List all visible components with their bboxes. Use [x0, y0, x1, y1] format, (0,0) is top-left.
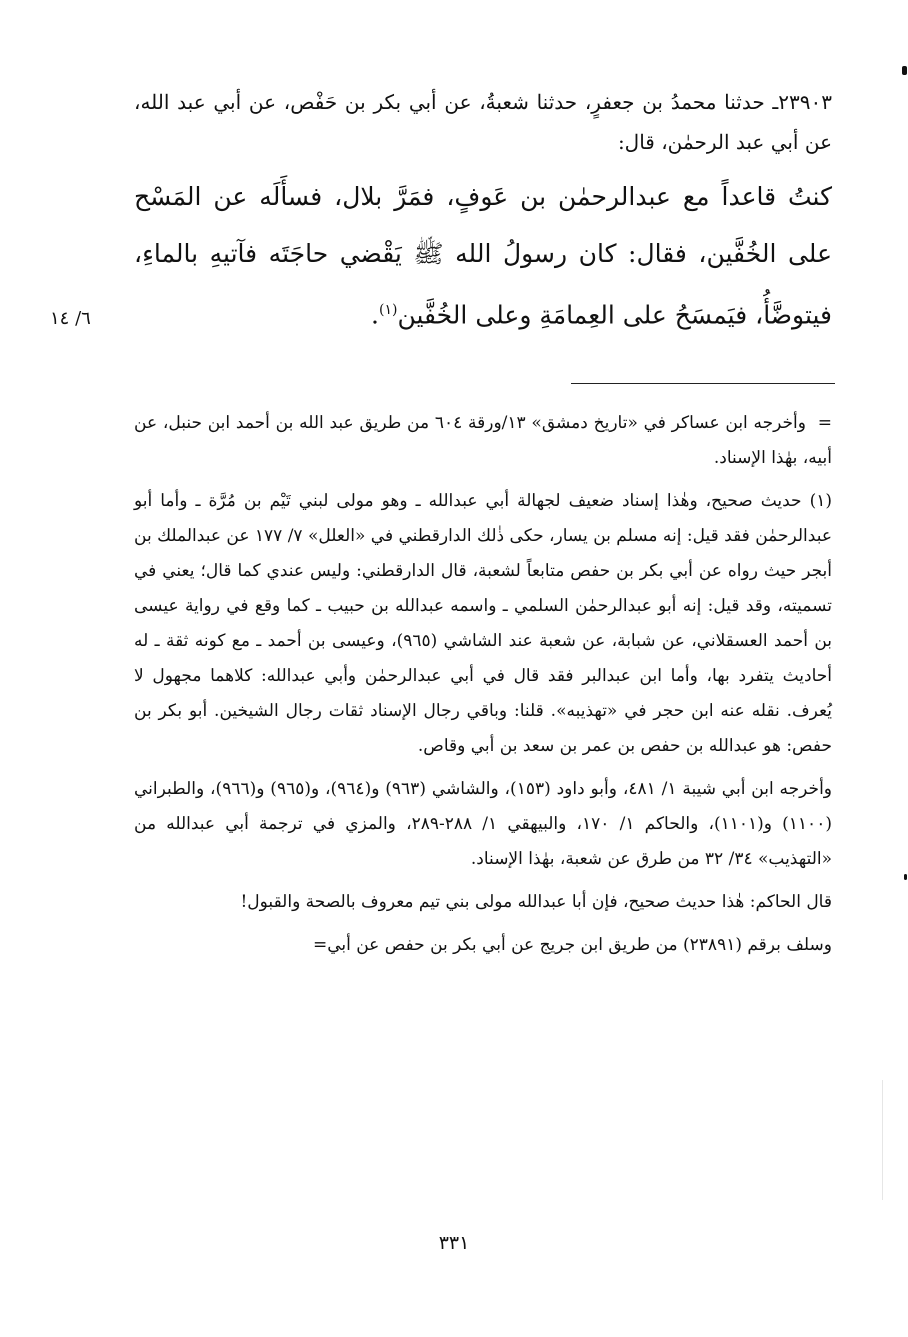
page-number: ٣٣١ [438, 1232, 470, 1254]
volume-page-reference: ٦/ ١٤ [50, 308, 91, 329]
footnote-1-cross-reference: وسلف برقم (٢٣٨٩١) من طريق ابن جريج عن أبي بكر بن حفص عن أبي= [312, 935, 832, 955]
footnotes [134, 406, 832, 971]
scan-artifact-line [882, 1080, 883, 1200]
ink-mark [902, 66, 907, 75]
footnote-1-sources: وأخرجه ابن أبي شيبة ١/ ٤٨١، وأبو داود (١٥٣)، والشاشي (٩٦٣) و(٩٦٤)، و(٩٦٥) و(٩٦٦)، والطبراني (١١٠٠) و(١١٠١)، والحاكم ١/ ١٧٠، والبيهقي ١/ ٢٨٨-٢٨٩، والمزي في ترجمة أبي عبدالله من «التهذيب» ٣٤/ ٣٢ من طرق عن شعبة، بهٰذا الإسناد. [134, 779, 832, 869]
footnote-1: (١) حديث صحيح، وهٰذا إسناد ضعيف لجهالة أبي عبدالله ـ وهو مولى لبني تَيْم بن مُرَّة ـ وأما أبو عبدالرحمٰن فقد قيل: إنه مسلم بن يسار، حكى ذٰلك الدارقطني في «العلل» ٧/ ١٧٧ عن عبدالملك بن أبجر حيث رواه عن أبي بكر بن حفص متابعاً لشعبة، قال الدارقطني: وليس عندي كما قال؛ يعني في تسميته، وقد قيل: إنه أبو عبدالرحمٰن السلمي ـ واسمه عبدالله بن حبيب ـ كما وقع في رواية عيسى بن أحمد العسقلاني، عن شبابة، عن شعبة عند الشاشي (٩٦٥)، وعيسى بن أحمد ـ مع كونه ثقة ـ له أحاديث يتفرد بها، وأما ابن عبدالبر فقد قال في أبي عبدالرحمٰن وأبي عبدالله: كلاهما مجهول لا يُعرف. نقله عنه ابن حجر في «تهذيبه». قلنا: وباقي رجال الإسناد ثقات رجال الشيخين. أبو بكر بن حفص: هو عبدالله بن حفص بن عمر بن سعد بن أبي وقاص. [134, 491, 832, 756]
footnote-divider [571, 383, 835, 384]
ink-mark [904, 874, 907, 880]
hadith-body: كنتُ قاعداً مع عبدالرحمٰن بن عَوفٍ، فمَرَّ بلال، فسأَلَه عن المَسْح على الخُفَّين، فقال: كان رسولُ الله ﷺ يَقْضي حاجَتَه فآتيهِ بالماءِ، فيتوضَّأُ، فيَمسَحُ على العِمامَةِ وعلى الخُفَّين [134, 182, 832, 330]
footnote-continuation-text: وأخرجه ابن عساكر في «تاريخ دمشق» ١٣/ورقة ٦٠٤ من طريق عبد الله بن أحمد ابن حنبل، عن أبيه، بهٰذا الإسناد. [134, 413, 832, 468]
hadith-text [134, 168, 832, 343]
main-text [134, 82, 832, 343]
footnote-1-hakim: قال الحاكم: هٰذا حديث صحيح، فإن أبا عبدالله مولى بني تيم معروف بالصحة والقبول! [240, 892, 832, 912]
footnote-reference[interactable]: (١) [378, 302, 398, 318]
hadith-chain: ٢٣٩٠٣ـ حدثنا محمدُ بن جعفرٍ، حدثنا شعبةُ، عن أبي بكر بن حَفْص، عن أبي عبد الله، عن أبي عبد الرحمٰن، قال: [134, 90, 832, 154]
hadith-end-mark: . [371, 300, 379, 330]
continuation-marker: = [817, 413, 833, 433]
footnote-continuation [134, 406, 832, 476]
